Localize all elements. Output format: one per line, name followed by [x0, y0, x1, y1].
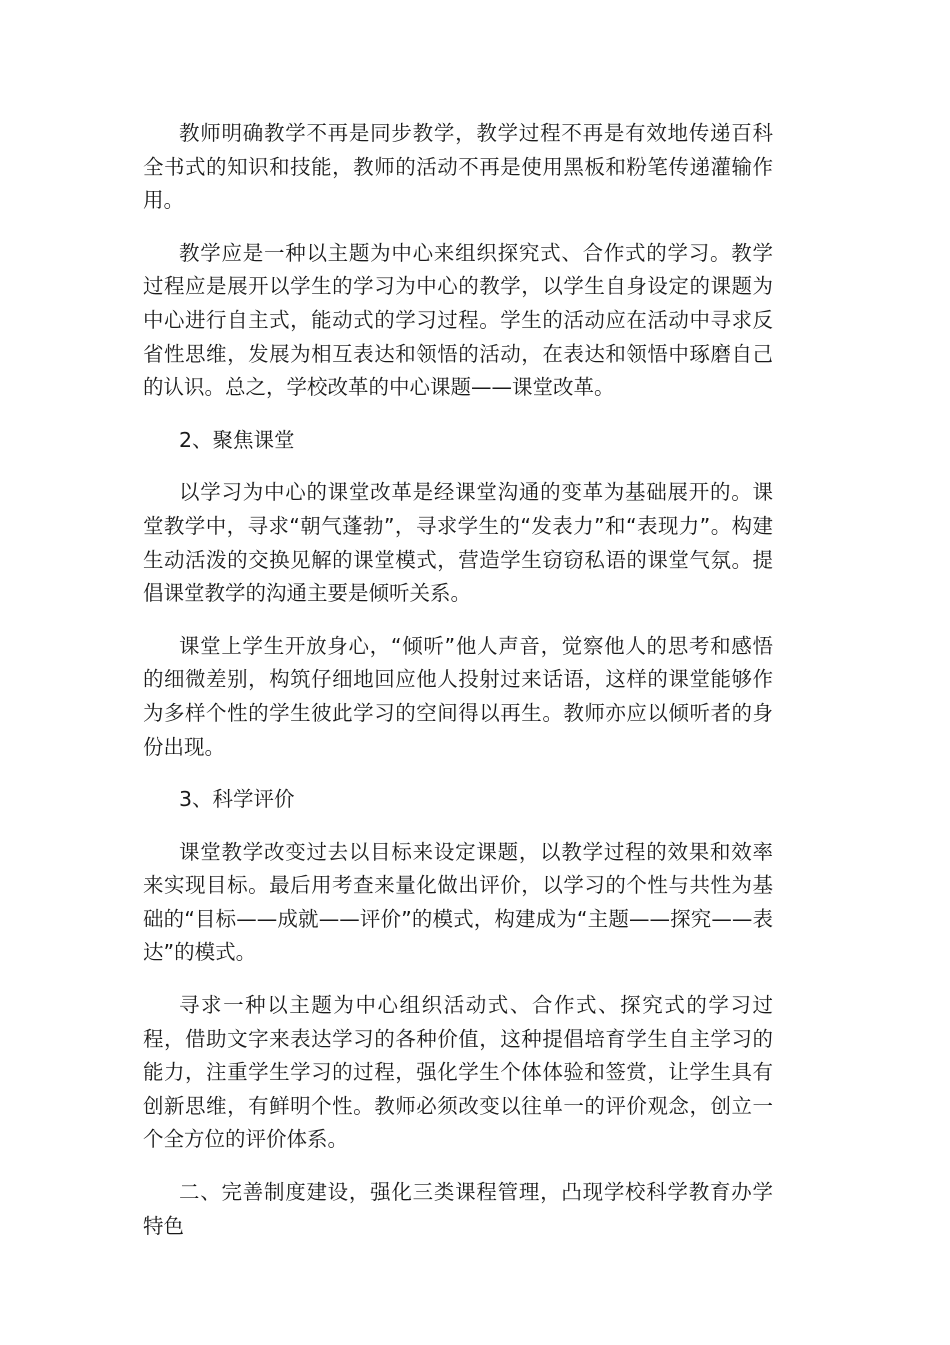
paragraph-evaluation-model: 课堂教学改变过去以目标来设定课题，以教学过程的效果和效率来实现目标。最后用考查来量化做出评价，以学习的个性与共性为基础的“目标——成就——评价”的模式，构建成为“主题——探究——表达”的模式。: [143, 839, 773, 965]
paragraph-listening: 课堂上学生开放身心，“倾听”他人声音，觉察他人的思考和感悟的细微差别，构筑仔细地回应他人投射过来话语，这样的课堂能够作为多样个性的学生彼此学习的空间得以再生。教师亦应以倾听者的身份出现。: [143, 633, 773, 759]
paragraph-teaching-theme: 教学应是一种以主题为中心来组织探究式、合作式的学习。教学过程应是展开以学生的学习为中心的教学，以学生自身设定的课题为中心进行自主式，能动式的学习过程。学生的活动应在活动中寻求反省性思维，发展为相互表达和领悟的活动，在表达和领悟中琢磨自己的认识。总之，学校改革的中心课题——课堂改革。: [143, 240, 773, 400]
section-heading-focus-classroom: 2、聚焦课堂: [179, 427, 295, 452]
paragraph-learning-process: 寻求一种以主题为中心组织活动式、合作式、探究式的学习过程，借助文字来表达学习的各种价值，这种提倡培育学生自主学习的能力，注重学生学习的过程，强化学生个体体验和签赏，让学生具有创新思维，有鲜明个性。教师必须改变以往单一的评价观念，创立一个全方位的评价体系。: [143, 993, 773, 1152]
section-heading-scientific-evaluation: 3、科学评价: [179, 787, 295, 812]
paragraph-teacher-teaching: 教师明确教学不再是同步教学，教学过程不再是有效地传递百科全书式的知识和技能，教师的活动不再是使用黑板和粉笔传递灌输作用。: [143, 121, 773, 213]
document-page: [143, 117, 773, 1243]
section-heading-system-building: 二、完善制度建设，强化三类课程管理，凸现学校科学教育办学特色: [143, 1180, 773, 1238]
paragraph-classroom-reform: 以学习为中心的课堂改革是经课堂沟通的变革为基础展开的。课堂教学中，寻求“朝气蓬勃”，寻求学生的“发表力”和“表现力”。构建生动活泼的交换见解的课堂模式，营造学生窃窃私语的课堂气氛。提倡课堂教学的沟通主要是倾听关系。: [143, 480, 773, 606]
